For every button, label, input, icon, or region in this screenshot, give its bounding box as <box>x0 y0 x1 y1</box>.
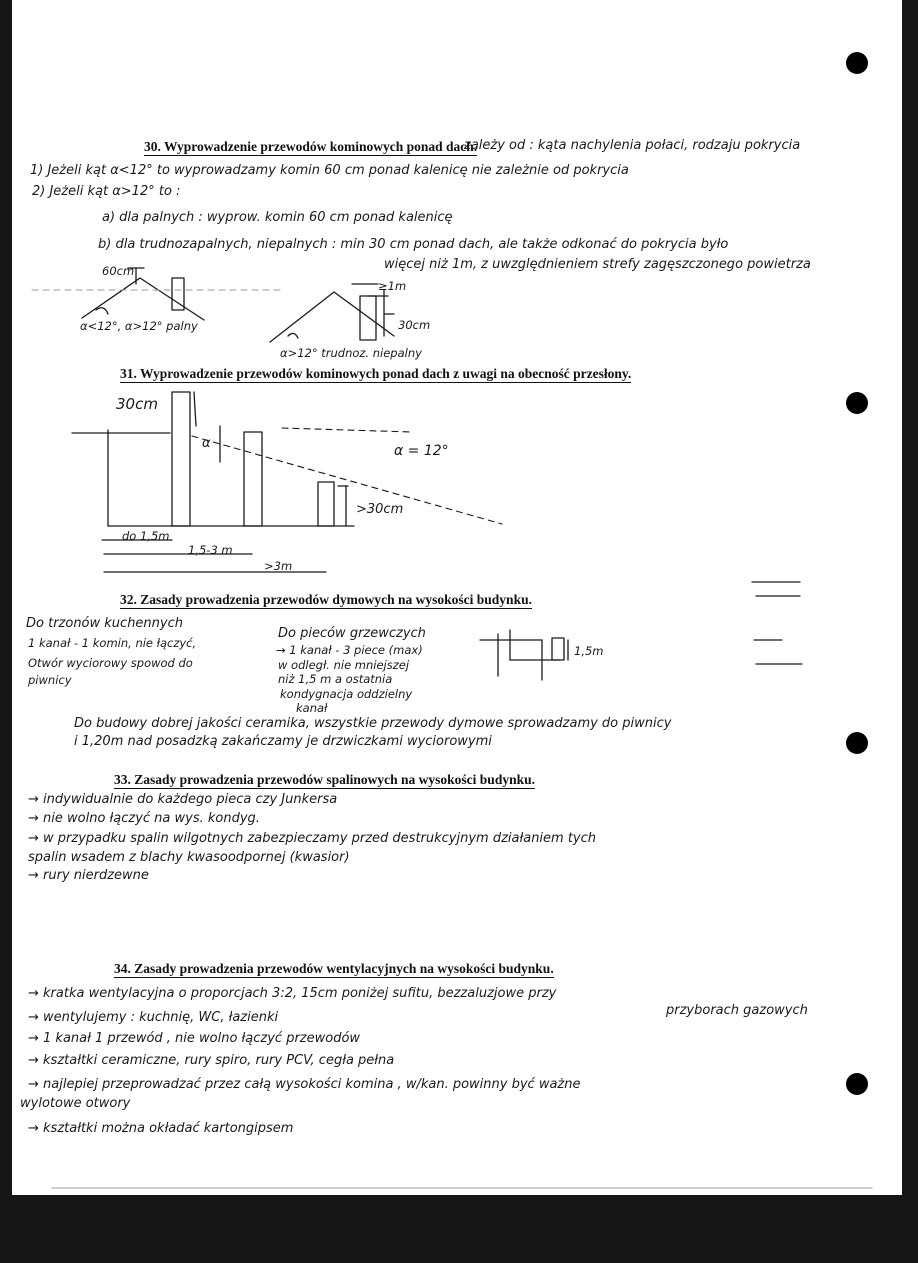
section-30-line: 2) Jeżeli kąt α>12° to : <box>32 184 181 199</box>
fig-label: 30cm <box>116 395 158 413</box>
section-32-heading: 32. Zasady prowadzenia przewodów dymowych na wysokości budynku. <box>120 592 532 607</box>
section-30-heading: 30. Wyprowadzenie przewodów kominowych ponad dach. <box>144 139 478 154</box>
section-32-text: niż 1,5 m a ostatnia <box>278 672 393 686</box>
section-30-line: 1) Jeżeli kąt α<12° to wyprowadzamy komin 60 cm ponad kalenicę nie zależnie od pokrycia <box>30 163 629 178</box>
section-32-text: → 1 kanał - 3 piece (max) <box>276 643 423 657</box>
section-30-line: więcej niż 1m, z uwzględnieniem strefy zagęszczonego powietrza <box>384 257 811 272</box>
fig-label: α>12° trudnoz. niepalny <box>280 346 422 360</box>
section-34-text: wylotowe otwory <box>20 1096 131 1111</box>
fig-label: >3m <box>264 559 293 573</box>
section-32-text: piwnicy <box>28 673 72 687</box>
section-34-text: → kształtki można okładać kartongipsem <box>28 1121 294 1136</box>
margin-marks <box>52 582 872 1188</box>
section-30-line: a) dla palnych : wyprow. komin 60 cm ponad kalenicę <box>102 210 453 225</box>
section-32-text: Do pieców grzewczych <box>278 626 426 641</box>
fig-label: do 1,5m <box>122 529 170 543</box>
section-32-text: 1 kanał - 1 komin, nie łączyć, <box>28 636 197 650</box>
section-32-text: Otwór wyciorowy spowod do <box>28 656 193 670</box>
section-34-text: → kratka wentylacyjna o proporcjach 3:2, 15cm poniżej sufitu, bezzaluzjowe przy <box>28 986 557 1001</box>
section-31-heading: 31. Wyprowadzenie przewodów kominowych ponad dach z uwagi na obecność przesłony. <box>120 366 632 381</box>
scanned-page <box>12 0 902 1195</box>
section-32-text: Do trzonów kuchennych <box>26 616 183 631</box>
hand-sketches <box>12 0 902 1195</box>
fig-label: α <box>202 436 211 451</box>
fig-label: >30cm <box>356 502 404 517</box>
section-34-text: → najlepiej przeprowadzać przez całą wysokości komina , w/kan. powinny być ważne <box>28 1077 581 1092</box>
section-33-text: → w przypadku spalin wilgotnych zabezpieczamy przed destrukcyjnym działaniem tych <box>28 831 597 846</box>
section-32-text: i 1,20m nad posadzką zakańczamy je drzwiczkami wyciorowymi <box>74 734 492 749</box>
fig-label: α = 12° <box>394 443 449 459</box>
fig-label: ≥1m <box>378 279 407 293</box>
section-33-text: → indywidualnie do każdego pieca czy Junkersa <box>28 792 338 807</box>
section-33-text: → rury nierdzewne <box>28 868 149 883</box>
section-33-heading: 33. Zasady prowadzenia przewodów spalinowych na wysokości budynku. <box>114 772 535 787</box>
sketch-flue-detail <box>480 630 568 680</box>
section-34-heading: 34. Zasady prowadzenia przewodów wentylacyjnych na wysokości budynku. <box>114 961 554 976</box>
section-32-text: w odległ. nie mniejszej <box>278 658 410 672</box>
section-34-text: → 1 kanał 1 przewód , nie wolno łączyć przewodów <box>28 1031 361 1046</box>
sketch-chimney-barrier <box>72 392 502 572</box>
sketch-roof-niepalny <box>270 284 394 342</box>
sketch-roof-palny <box>32 268 282 320</box>
fig-label: 1,5-3 m <box>188 543 233 557</box>
section-30-heading-note: zależy od : kąta nachylenia połaci, rodzaju pokrycia <box>464 138 801 153</box>
section-33-text: → nie wolno łączyć na wys. kondyg. <box>28 811 260 826</box>
section-34-text: → kształtki ceramiczne, rury spiro, rury PCV, cegła pełna <box>28 1053 395 1068</box>
section-32-text: Do budowy dobrej jakości ceramika, wszystkie przewody dymowe sprowadzamy do piwnicy <box>74 716 672 731</box>
fig-label: 30cm <box>398 318 431 332</box>
section-33-text: spalin wsadem z blachy kwasoodpornej (kwasior) <box>28 850 350 865</box>
section-34-text: przyborach gazowych <box>666 1003 808 1018</box>
section-30-line: b) dla trudnozapalnych, niepalnych : min 30 cm ponad dach, ale także odkonać do pokrycia było <box>98 237 729 252</box>
section-34-text: → wentylujemy : kuchnię, WC, łazienki <box>28 1010 279 1025</box>
fig-label: 1,5m <box>574 644 604 658</box>
section-32-text: kanał <box>296 701 328 715</box>
fig-label: 60cm <box>102 264 135 278</box>
section-32-text: kondygnacja oddzielny <box>280 687 413 701</box>
fig-label: α<12°, α>12° palny <box>80 319 198 333</box>
